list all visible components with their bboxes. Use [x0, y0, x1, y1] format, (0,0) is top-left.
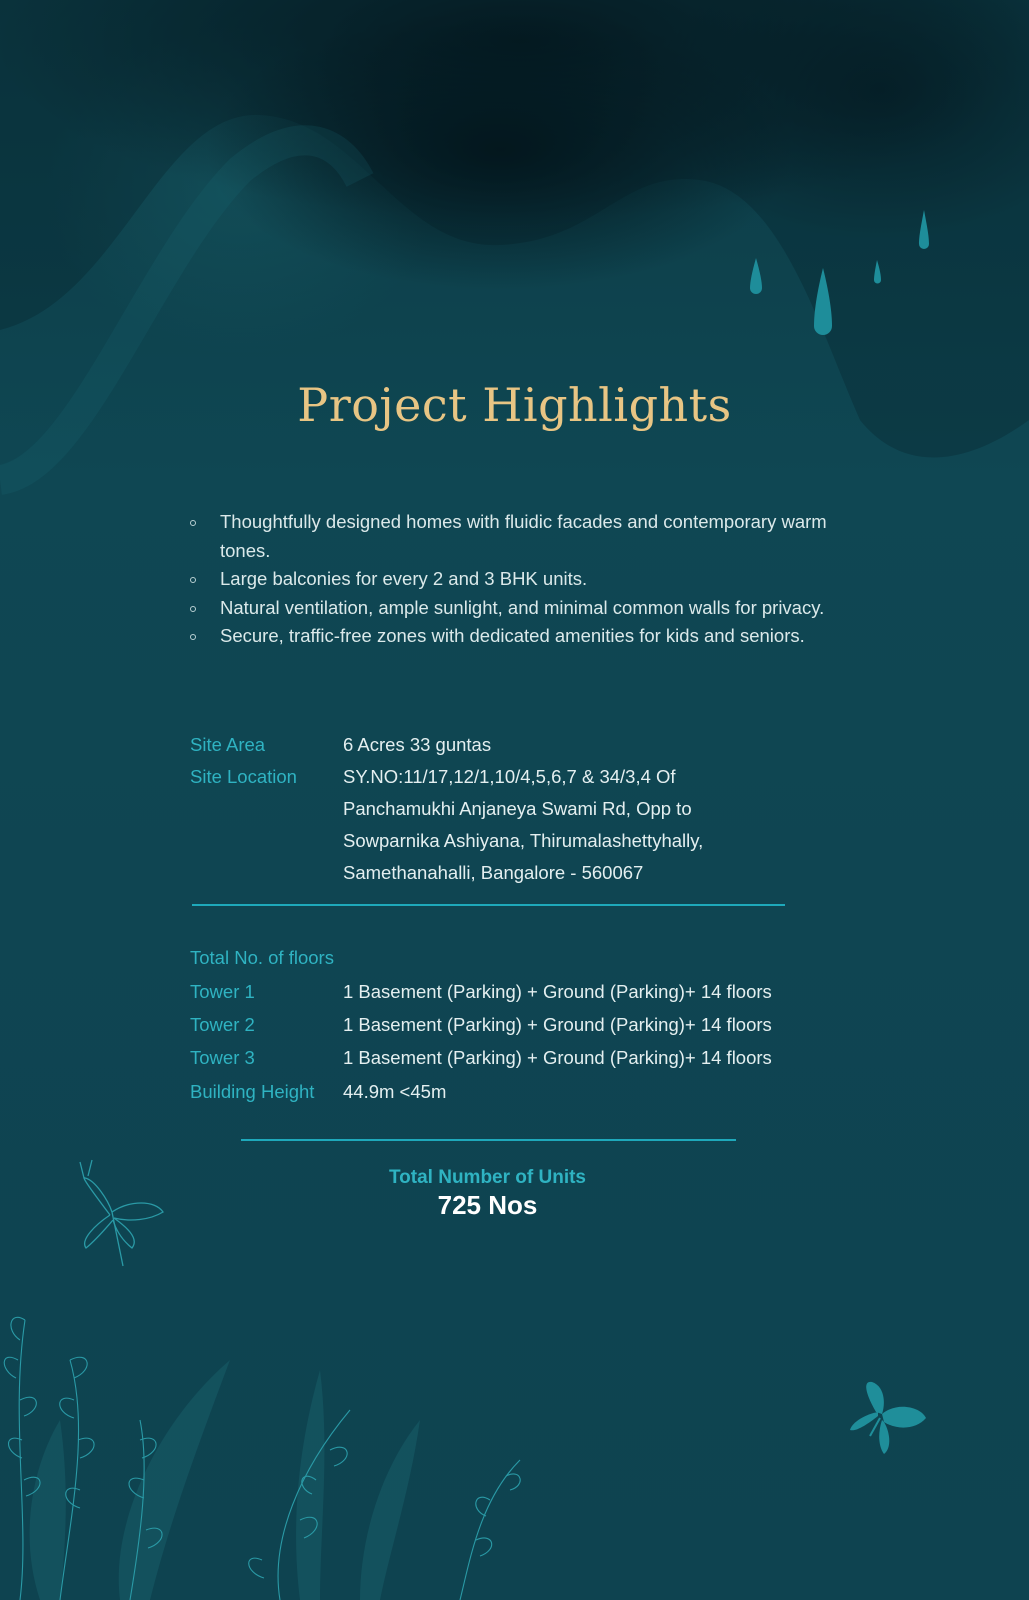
botanical-leaves-icon	[30, 1360, 420, 1600]
building-height-label: Building Height	[190, 1081, 315, 1102]
butterfly-solid-icon	[850, 1382, 926, 1454]
list-item: Natural ventilation, ample sunlight, and minimal common walls for privacy.	[190, 594, 850, 623]
floors-heading: Total No. of floors	[190, 947, 334, 968]
bullet-icon	[190, 577, 196, 583]
site-area-value: 6 Acres 33 guntas	[343, 734, 492, 755]
bullet-icon	[190, 520, 196, 526]
tower-value: 1 Basement (Parking) + Ground (Parking)+ 14 floors	[343, 1014, 772, 1035]
list-item: Large balconies for every 2 and 3 BHK units.	[190, 565, 850, 594]
tower-label: Tower 2	[190, 1014, 255, 1035]
section-divider	[241, 1139, 736, 1141]
botanical-leaves-icon	[4, 1317, 520, 1600]
site-area-label: Site Area	[190, 734, 266, 755]
site-location-label: Site Location	[190, 766, 297, 787]
units-value: 725 Nos	[437, 1190, 538, 1220]
tower-label: Tower 1	[190, 981, 255, 1002]
tower-label: Tower 3	[190, 1047, 255, 1068]
bullet-icon	[190, 606, 196, 612]
section-divider	[192, 904, 785, 906]
tower-value: 1 Basement (Parking) + Ground (Parking)+ 14 floors	[343, 981, 772, 1002]
highlights-list	[190, 508, 850, 651]
building-height-value: 44.9m <45m	[343, 1081, 447, 1102]
units-label: Total Number of Units	[388, 1167, 587, 1188]
list-item: Thoughtfully designed homes with fluidic facades and contemporary warm tones.	[190, 508, 850, 565]
tower-value: 1 Basement (Parking) + Ground (Parking)+ 14 floors	[343, 1047, 772, 1068]
list-item: Secure, traffic-free zones with dedicated amenities for kids and seniors.	[190, 622, 850, 651]
page-title: Project Highlights	[297, 378, 732, 432]
site-location-value: SY.NO:11/17,12/1,10/4,5,6,7 & 34/3,4 Of Panchamukhi Anjaneya Swami Rd, Opp to Sowparnika Ashiyana, Thirumalashettyhally, Samethanahalli, Bangalore - 560067	[343, 766, 704, 883]
bullet-icon	[190, 634, 196, 640]
